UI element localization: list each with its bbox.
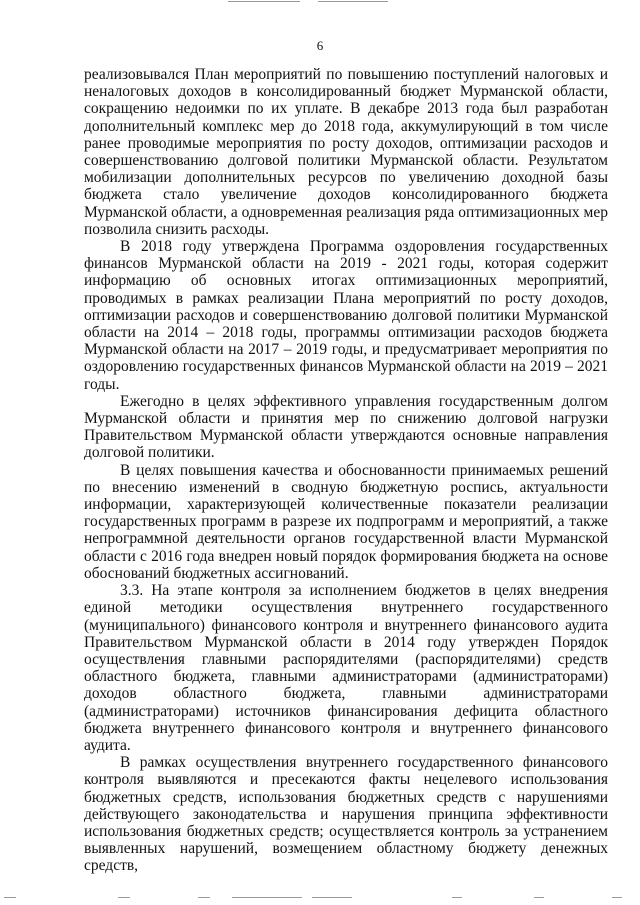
scan-artifact-top-left <box>228 1 300 2</box>
document-body <box>84 66 608 875</box>
scan-artifact-bottom-3 <box>198 897 210 898</box>
paragraph-continuation: реализовывался План мероприятий по повышению поступлений налоговых и неналоговых доходов в консолидированный бюджет Мурманской области, сокращению недоимки по их уплате. В декабре 2013 года был разработан дополнительный комплекс мер до 2018 года, аккумулирующий в том числе ранее проводимые мероприятия по росту доходов, оптимизации расходов и совершенствованию долговой политики Мурманской области. Результатом мобилизации дополнительных ресурсов по увеличению доходной базы бюджета стало увеличение доходов консолидированного бюджета Мурманской области, а одновременная реализация ряда оптимизационных мер позволила снизить расходы. <box>84 66 608 238</box>
scan-artifact-bottom-8 <box>612 897 622 898</box>
scan-artifact-bottom-5 <box>312 897 352 898</box>
scan-artifact-bottom-6 <box>452 897 462 898</box>
scan-artifact-top-right <box>318 1 388 2</box>
paragraph-debt-policy: Ежегодно в целях эффективного управления государственным долгом Мурманской области и принятия мер по снижению долговой нагрузки Правительством Мурманской области утверждаются основные направления долговой политики. <box>84 392 608 462</box>
scan-artifact-bottom-7 <box>534 897 544 898</box>
paragraph-recovery-program: В 2018 году утверждена Программа оздоровления государственных финансов Мурманской области на 2019 - 2021 годы, которая содержит информацию об основных итогах оптимизационных мероприятий, проводимых в рамках реализации Плана мероприятий по росту доходов, оптимизации расходов и совершенствованию долговой политики Мурманской области на 2014 – 2018 годы, программы оптимизации расходов бюджета Мурманской области на 2017 – 2019 годы, и предусматривает мероприятия по оздоровлению государственных финансов Мурманской области на 2019 – 2021 годы. <box>84 238 608 393</box>
scan-artifact-bottom-2 <box>118 897 130 898</box>
page-number: 6 <box>316 38 324 53</box>
paragraph-budget-formation: В целях повышения качества и обоснованности принимаемых решений по внесению изменений в сводную бюджетную роспись, актуальности информации, характеризующей количественные показатели реализации государственных программ в разрезе их подпрограмм и мероприятий, а также непрограммной деятельности органов государственной власти Мурманской области с 2016 года внедрен новый порядок формирования бюджета на основе обоснований бюджетных ассигнований. <box>84 461 608 582</box>
paragraph-financial-control: В рамках осуществления внутреннего государственного финансового контроля выявляются и пресекаются факты нецелевого использования бюджетных средств, использования бюджетных средств с нарушениями действующего законодательства и нарушения принципа эффективности использования бюджетных средств; осуществляется контроль за устранением выявленных нарушений, возмещением областному бюджету денежных средств, <box>84 754 608 875</box>
paragraph-section-3-3: 3.3. На этапе контроля за исполнением бюджетов в целях внедрения единой методики осуществления внутреннего государственного (муниципального) финансового контроля и внутреннего финансового аудита Правительством Мурманской области в 2014 году утвержден Порядок осуществления главными распорядителями (распорядителями) средств областного бюджета, главными администраторами (администраторами) доходов областного бюджета, главными администраторами (администраторами) источников финансирования дефицита областного бюджета внутреннего финансового контроля и внутреннего финансового аудита. <box>84 582 608 754</box>
scan-artifact-bottom-1 <box>4 897 16 898</box>
scan-artifact-bottom-4 <box>232 897 302 898</box>
